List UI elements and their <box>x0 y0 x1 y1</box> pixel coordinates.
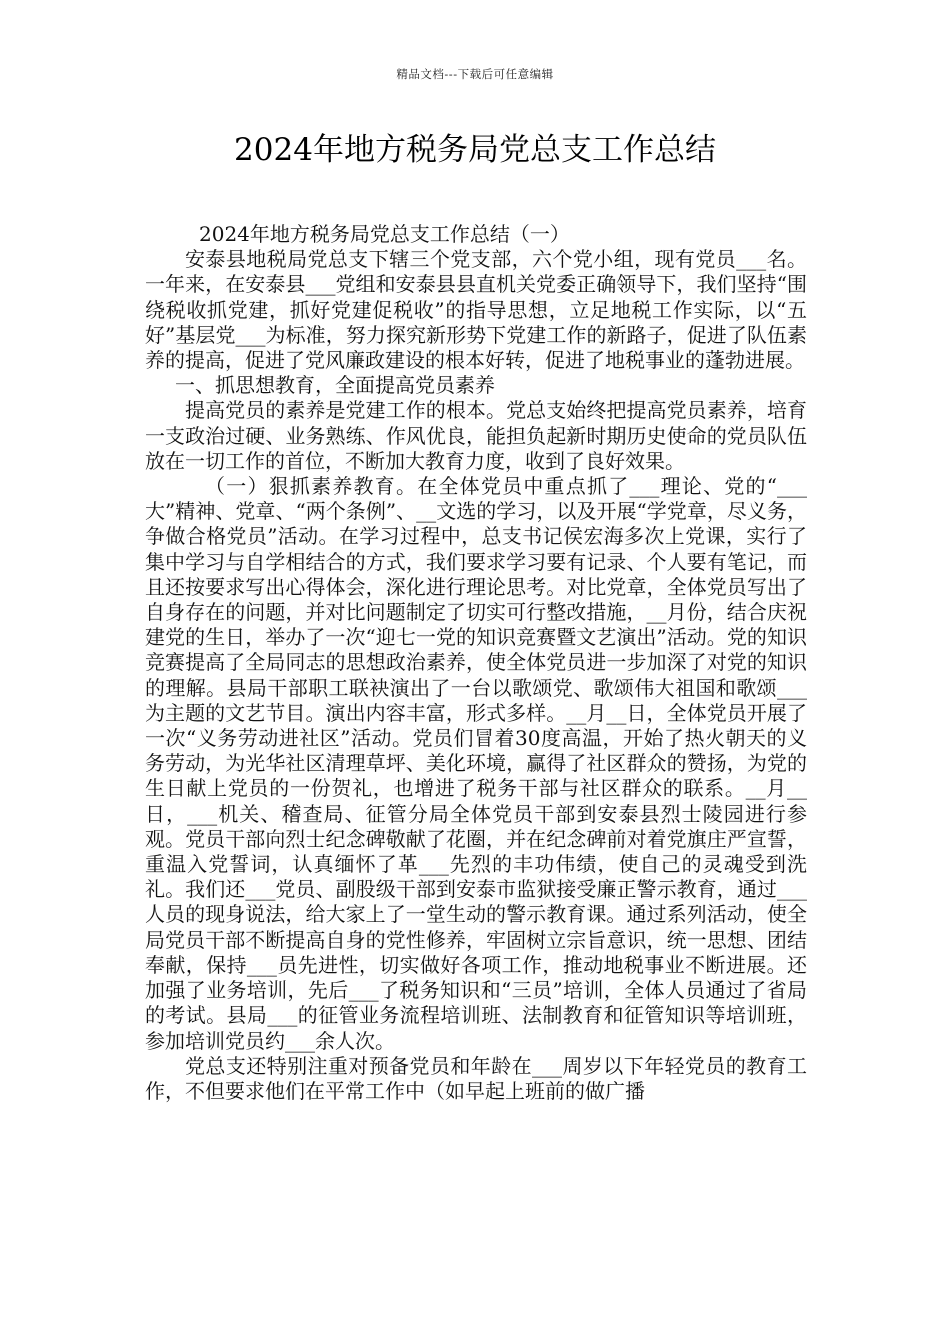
paragraph-intro: 安泰县地税局党总支下辖三个党支部，六个党小组，现有党员___名。一年来，在安泰县___党组和安泰县县直机关党委正确领导下，我们坚持“围绕税收抓党建，抓好党建促税收”的指导思想，立足地税工作实际，以“五好”基层党___为标准，努力探究新形势下党建工作的新路子，促进了队伍素养的提高，促进了党风廉政建设的根本好转，促进了地税事业的蓬勃进展。 <box>145 247 807 373</box>
document-title: 2024年地方税务局党总支工作总结 <box>234 132 716 168</box>
paragraph: 提高党员的素养是党建工作的根本。党总支始终把提高党员素养，培育一支政治过硬、业务熟练、作风优良，能担负起新时期历史使命的党员队伍放在一切工作的首位，不断加大教育力度，收到了良好效果。 <box>145 398 807 473</box>
header-note: 精品文档---下载后可任意编辑 <box>396 67 554 81</box>
paragraph: 党总支还特别注重对预备党员和年龄在___周岁以下年轻党员的教育工作，不但要求他们在平常工作中（如早起上班前的做广播 <box>145 1053 807 1103</box>
section-heading: 一、抓思想教育，全面提高党员素养 <box>175 373 495 398</box>
paragraph-item: （一）狠抓素养教育。在全体党员中重点抓了___理论、党的“___大”精神、党章、“两个条例”、__文选的学习，以及开展“学党章，尽义务，争做合格党员”活动。在学习过程中，总支书记侯宏海多次上党课，实行了集中学习与自学相结合的方式，我们要求学习要有记录、个人要有笔记，而且还按要求写出心得体会，深化进行理论思考。对比党章，全体党员写出了自身存在的问题，并对比问题制定了切实可行整改措施，__月份，结合庆祝建党的生日，举办了一次“迎七一党的知识竞赛暨文艺演出”活动。党的知识竞赛提高了全局同志的思想政治素养，使全体党员进一步加深了对党的知识的理解。县局干部职工联袂演出了一台以歌颂党、歌颂伟大祖国和歌颂___为主题的文艺节目。演出内容丰富，形式多样。__月__日，全体党员开展了一次“义务劳动进社区”活动。党员们冒着30度高温，开始了热火朝天的义务劳动，为光华社区清理草坪、美化环境，赢得了社区群众的赞扬，为党的生日献上党员的一份贺礼，也增进了税务干部与社区群众的联系。__月__日，___机关、稽查局、征管分局全体党员干部到安泰县烈士陵园进行参观。党员干部向烈士纪念碑敬献了花圈，并在纪念碑前对着党旗庄严宣誓，重温入党誓词，认真缅怀了革___先烈的丰功伟绩，使自己的灵魂受到洗礼。我们还___党员、副股级干部到安泰市监狱接受廉正警示教育，通过___人员的现身说法，给大家上了一堂生动的警示教育课。通过系列活动，使全局党员干部不断提高自身的党性修养，牢固树立宗旨意识，统一思想、团结奉献，保持___员先进性，切实做好各项工作，推动地税事业不断进展。还加强了业务培训，先后___了税务知识和“三员”培训，全体人员通过了省局的考试。县局___的征管业务流程培训班、法制教育和征管知识等培训班，参加培训党员约___余人次。 <box>145 474 807 1053</box>
document-body <box>145 222 807 1104</box>
section-subtitle: 2024年地方税务局党总支工作总结（一） <box>199 222 570 246</box>
